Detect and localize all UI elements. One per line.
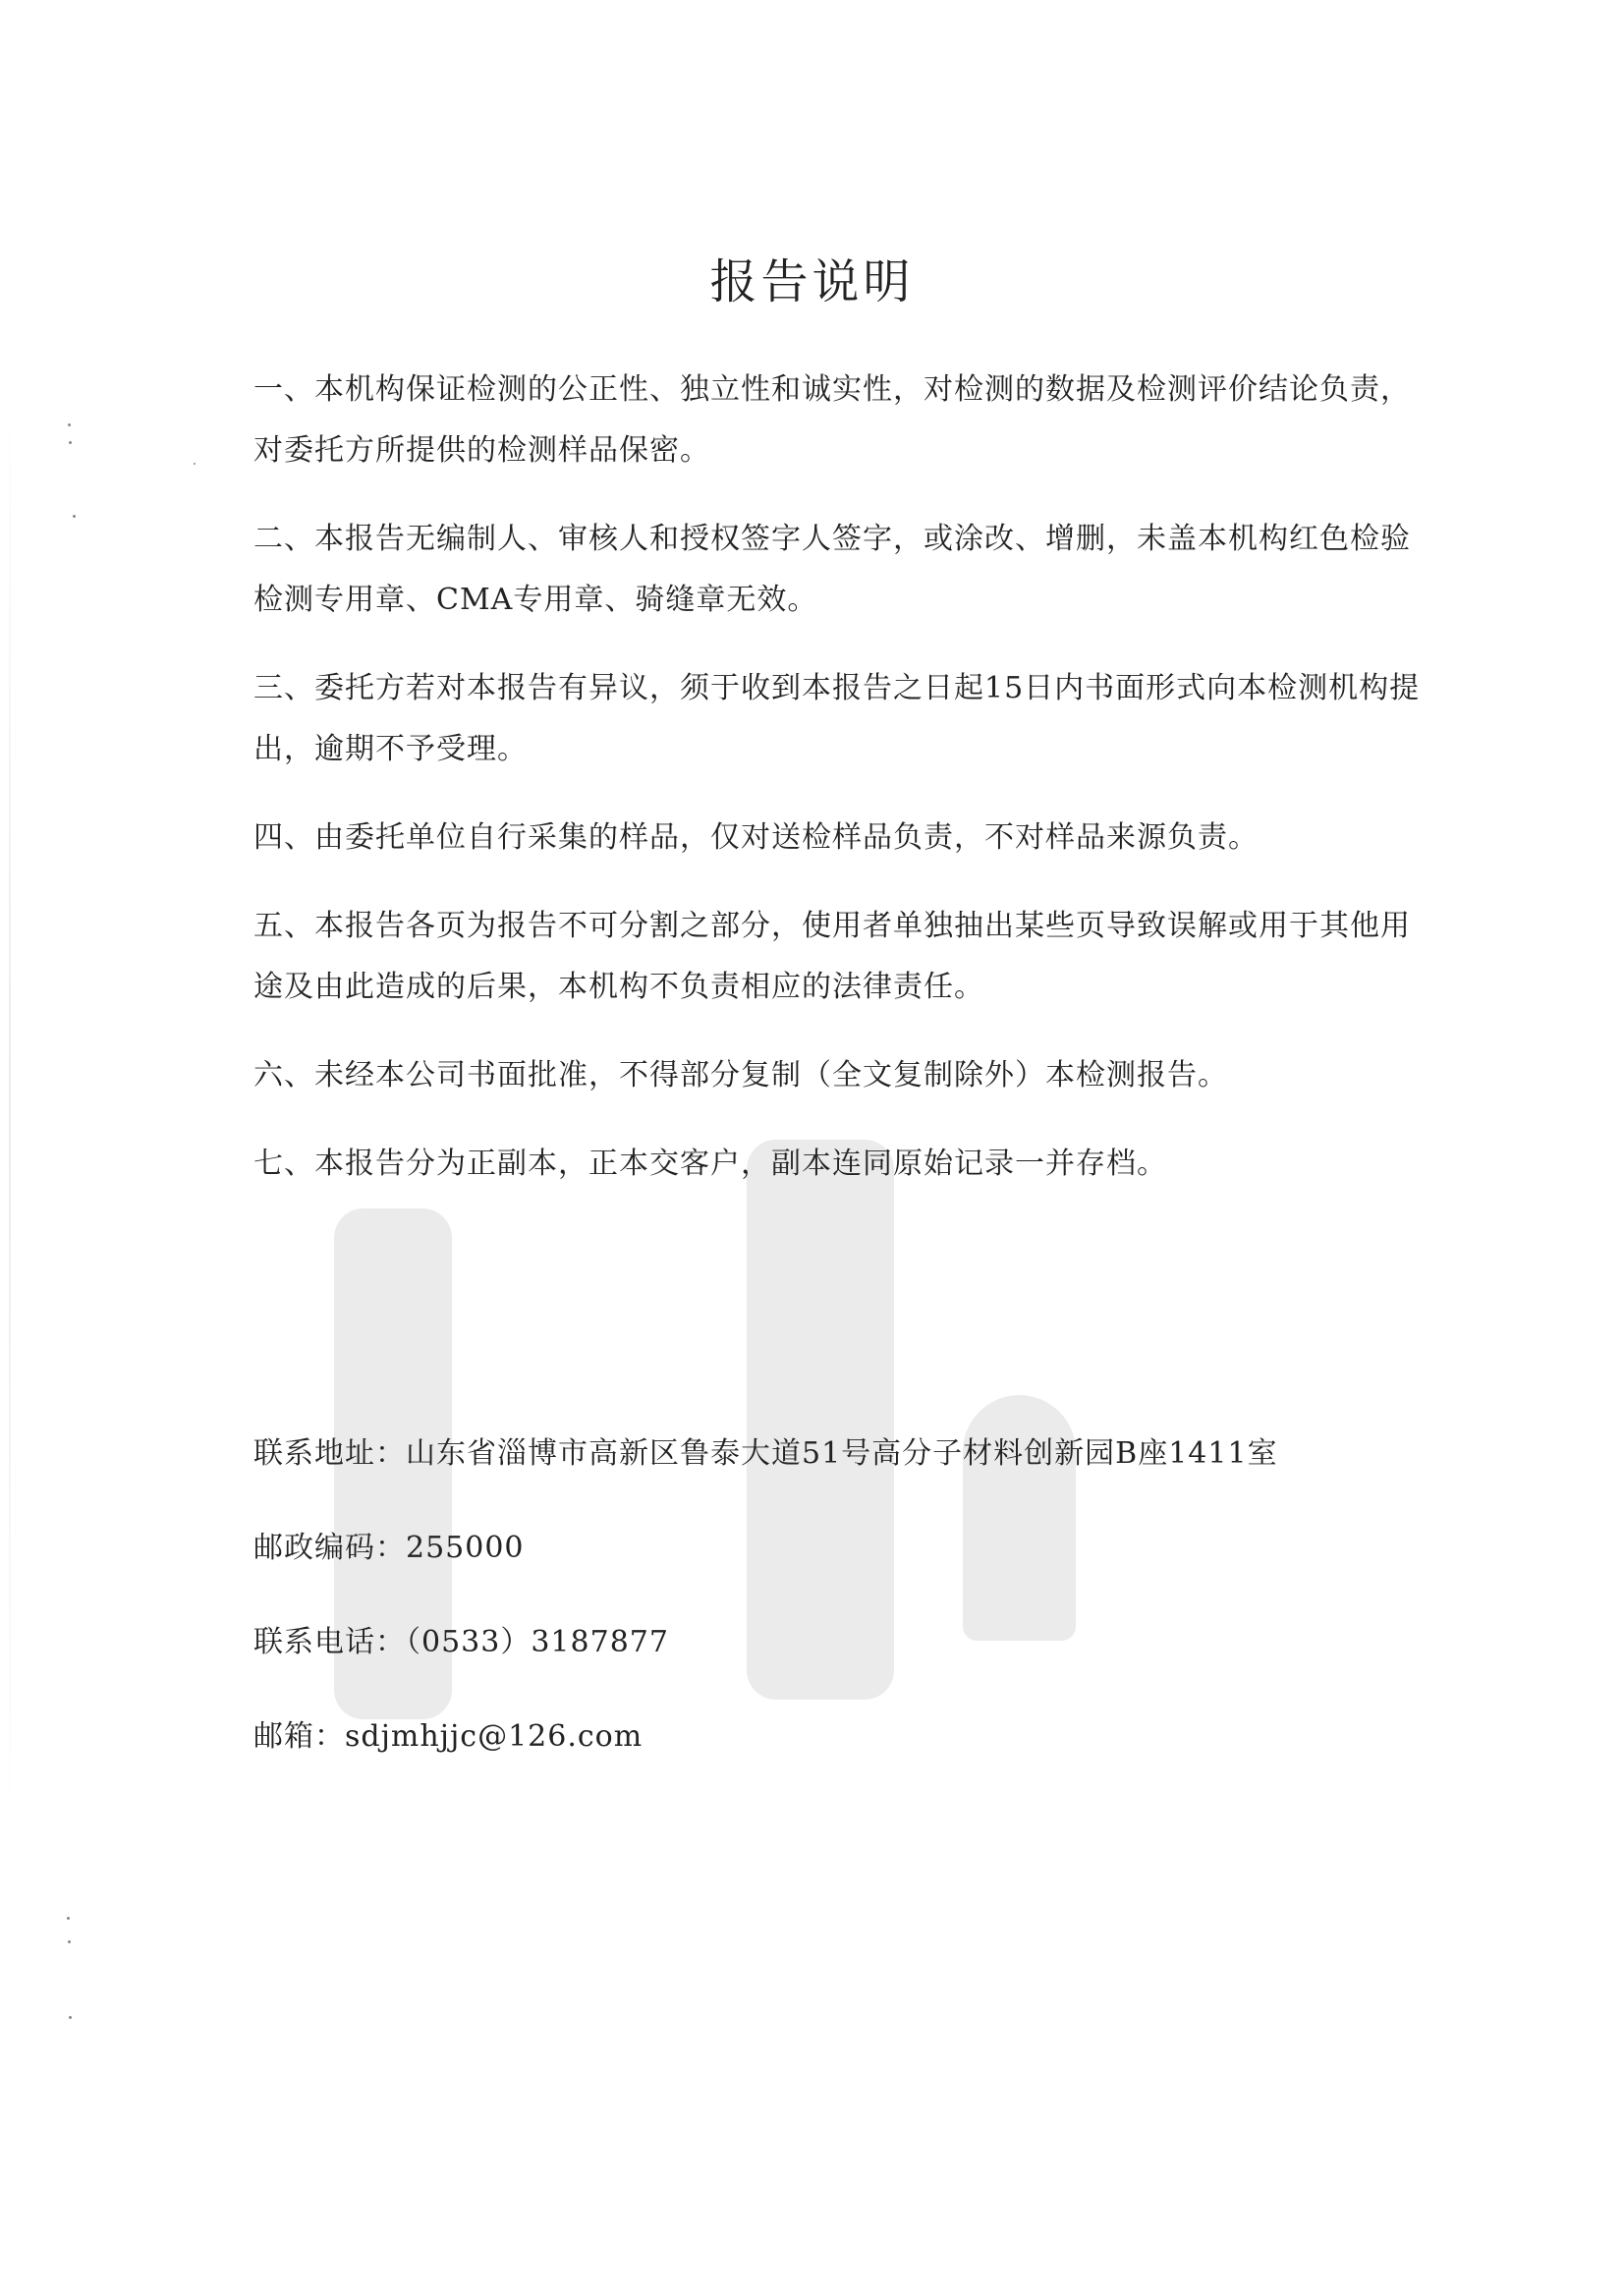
contact-info — [253, 1407, 1423, 1784]
scan-edge-shadow — [9, 373, 11, 1847]
contact-email: 邮箱：sdjmhjjc@126.com — [253, 1719, 644, 1754]
note-item: 二、本报告无编制人、审核人和授权签字人签字，或涂改、增删，未盖本机构红色检验检测专用章、CMA专用章、骑缝章无效。 — [253, 522, 1411, 617]
scan-speck — [194, 463, 196, 465]
scan-speck — [73, 515, 76, 518]
report-notes — [253, 360, 1423, 1222]
scan-speck — [67, 1917, 70, 1920]
contact-postcode: 邮政编码：255000 — [253, 1531, 525, 1565]
scan-speck — [69, 2016, 72, 2019]
note-item: 六、未经本公司书面批准，不得部分复制（全文复制除外）本检测报告。 — [253, 1058, 1228, 1092]
scan-speck — [68, 1940, 71, 1943]
note-item: 一、本机构保证检测的公正性、独立性和诚实性，对检测的数据及检测评价结论负责，对委托方所提供的检测样品保密。 — [253, 372, 1411, 468]
contact-address: 联系地址：山东省淄博市高新区鲁泰大道51号高分子材料创新园B座1411室 — [253, 1436, 1278, 1471]
scan-speck — [68, 423, 71, 426]
note-item: 四、由委托单位自行采集的样品，仅对送检样品负责，不对样品来源负责。 — [253, 820, 1259, 855]
note-item: 七、本报告分为正副本，正本交客户，副本连同原始记录一并存档。 — [253, 1147, 1167, 1181]
note-item: 五、本报告各页为报告不可分割之部分，使用者单独抽出某些页导致误解或用于其他用途及由此造成的后果，本机构不负责相应的法律责任。 — [253, 909, 1411, 1004]
page-title: 报告说明 — [709, 254, 915, 310]
contact-phone: 联系电话：（0533）3187877 — [253, 1625, 669, 1659]
scan-speck — [69, 441, 72, 444]
note-item: 三、委托方若对本报告有异议，须于收到本报告之日起15日内书面形式向本检测机构提出，逾期不予受理。 — [253, 671, 1421, 766]
